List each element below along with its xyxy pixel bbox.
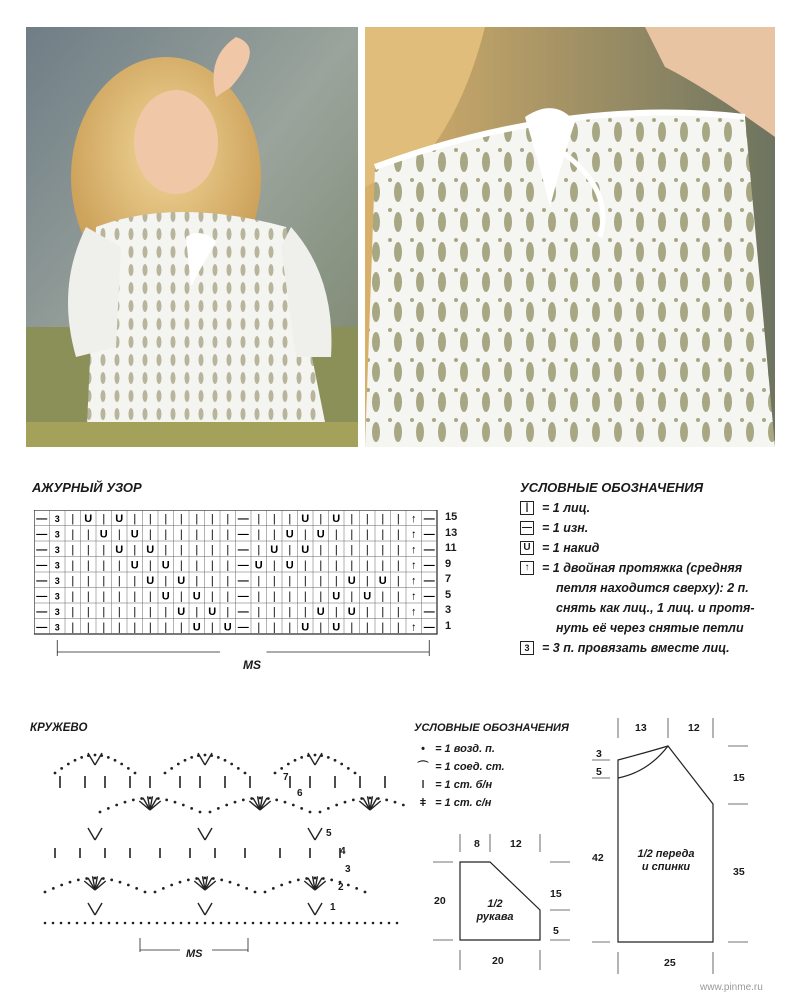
chart-cell: |: [334, 528, 338, 541]
chart-cell: |: [86, 543, 90, 556]
chart-cell: |: [210, 512, 214, 525]
chart-cell: |: [350, 621, 354, 634]
chart-cell: U: [254, 559, 263, 572]
chart-cell: —: [423, 621, 435, 634]
chart-cell: |: [350, 512, 354, 525]
chart-cell: 3: [54, 622, 60, 633]
chart-cell: |: [133, 512, 137, 525]
chart-cell: |: [102, 605, 106, 618]
chart-cell: |: [148, 559, 152, 572]
chart-row-number: 9: [445, 557, 452, 570]
chart-row-number: 13: [445, 526, 458, 539]
chart-cell: |: [86, 590, 90, 603]
chart-cell: |: [272, 559, 276, 572]
chart-cell: |: [226, 574, 230, 587]
pattern-repeat-label: MS: [243, 658, 261, 672]
photo-model: [26, 27, 358, 447]
chart-cell: |: [396, 528, 400, 541]
chart-cell: |: [71, 528, 75, 541]
chart-cell: |: [334, 605, 338, 618]
double-crochet-icon: ǂ: [419, 797, 427, 809]
chart-cell: U: [161, 559, 170, 572]
chart-cell: |: [381, 605, 385, 618]
chart-cell: |: [257, 512, 261, 525]
chart-cell: 3: [54, 544, 60, 555]
chart-cell: U: [84, 512, 93, 525]
chart-cell: —: [237, 574, 249, 587]
body-dim-right-top: 15: [733, 772, 745, 784]
chart-cell: |: [365, 528, 369, 541]
chart-cell: |: [226, 559, 230, 572]
chart-cell: |: [164, 543, 168, 556]
lace-row-number: 7: [283, 772, 289, 783]
chart-cell: |: [272, 528, 276, 541]
pattern-title: АЖУРНЫЙ УЗОР: [32, 480, 142, 495]
chart-cell: —: [237, 512, 249, 525]
chart-row-number: 3: [445, 604, 452, 616]
chart-cell: |: [365, 543, 369, 556]
chart-cell: —: [237, 543, 249, 556]
lace-row-number: 4: [340, 846, 346, 857]
body-dim-bottom: 25: [664, 957, 676, 969]
chart-cell: |: [365, 559, 369, 572]
knitting-chart: [34, 510, 474, 672]
chart-cell: |: [117, 590, 121, 603]
sleeve-dim-right-bottom: 5: [553, 925, 559, 937]
chart-cell: U: [130, 559, 139, 572]
chart-cell: |: [396, 590, 400, 603]
chart-cell: |: [195, 512, 199, 525]
chart-cell: ↑: [411, 621, 417, 634]
chart-cell: |: [226, 528, 230, 541]
chart-cell: |: [71, 543, 75, 556]
chart-cell: —: [423, 512, 435, 525]
chart-cell: |: [226, 590, 230, 603]
chart-cell: |: [350, 543, 354, 556]
chart-cell: |: [396, 512, 400, 525]
chart-cell: |: [133, 543, 137, 556]
chart-cell: U: [192, 621, 201, 634]
lace-legend: [414, 740, 505, 812]
knit-symbol-icon: |: [520, 501, 534, 515]
chart-cell: 3: [54, 529, 60, 540]
chart-cell: |: [102, 621, 106, 634]
chart-cell: U: [115, 543, 124, 556]
chart-cell: |: [102, 559, 106, 572]
chart-cell: ↑: [411, 528, 417, 541]
chart-cell: |: [396, 621, 400, 634]
chart-cell: |: [303, 574, 307, 587]
chart-cell: |: [179, 512, 183, 525]
chart-cell: |: [164, 574, 168, 587]
chart-cell: |: [350, 528, 354, 541]
body-schematic: [588, 712, 758, 982]
chart-cell: —: [36, 528, 48, 541]
chart-cell: U: [347, 605, 356, 618]
chart-cell: |: [350, 590, 354, 603]
sleeve-dim-bottom: 20: [492, 955, 504, 967]
chart-cell: U: [316, 605, 325, 618]
chart-cell: U: [177, 574, 186, 587]
chart-cell: |: [303, 528, 307, 541]
chart-cell: ↑: [411, 512, 417, 525]
chart-cell: |: [288, 543, 292, 556]
chart-cell: |: [365, 605, 369, 618]
legend-k3tog: 3 = 3 п. провязать вместе лиц.: [520, 638, 790, 658]
chart-cell: |: [133, 574, 137, 587]
chart-cell: U: [99, 528, 108, 541]
chart-cell: |: [334, 559, 338, 572]
chart-cell: |: [210, 621, 214, 634]
chart-cell: |: [164, 528, 168, 541]
chart-cell: |: [71, 605, 75, 618]
legend-dc: ǂ = 1 ст. с/н: [414, 794, 505, 812]
body-label: 1/2 переда и спинки: [637, 848, 695, 873]
arrow-up-icon: ↑: [520, 561, 534, 575]
chart-cell: U: [285, 528, 294, 541]
chart-row-number: 11: [445, 542, 457, 554]
chart-cell: |: [195, 528, 199, 541]
chart-cell: |: [272, 574, 276, 587]
chart-cell: |: [86, 559, 90, 572]
chart-cell: |: [71, 559, 75, 572]
chart-cell: |: [179, 559, 183, 572]
chart-cell: U: [115, 512, 124, 525]
chart-cell: |: [71, 621, 75, 634]
chart-cell: |: [210, 528, 214, 541]
chart-cell: |: [303, 559, 307, 572]
pattern-legend: | = 1 лиц. — = 1 изн. U = 1 накид ↑ = 1 двойная протяжка (средняя петля находится сверху): 2 п. снять как лиц., 1 лиц. и протя- нуть её через снятые петли 3 = 3 п. провязать вместе лиц.: [520, 498, 790, 658]
chart-cell: U: [285, 559, 294, 572]
chart-cell: |: [164, 512, 168, 525]
chart-cell: |: [86, 574, 90, 587]
chart-cell: |: [303, 590, 307, 603]
chart-cell: |: [86, 528, 90, 541]
legend-purl: — = 1 изн.: [522, 521, 589, 535]
single-crochet-icon: ǀ: [421, 779, 425, 791]
chart-cell: |: [365, 574, 369, 587]
chart-cell: U: [208, 605, 217, 618]
chart-cell: U: [347, 574, 356, 587]
chart-cell: U: [301, 621, 310, 634]
chart-cell: |: [257, 528, 261, 541]
slip-stitch-icon: ⌒: [417, 761, 429, 773]
chart-cell: |: [102, 590, 106, 603]
chart-cell: |: [117, 528, 121, 541]
chart-cell: |: [257, 543, 261, 556]
chart-cell: |: [148, 590, 152, 603]
yarnover-symbol-icon: U: [520, 541, 534, 555]
chart-cell: |: [288, 605, 292, 618]
chart-cell: —: [36, 574, 48, 587]
chart-cell: U: [301, 512, 310, 525]
chart-cell: |: [303, 605, 307, 618]
chart-cell: 3: [54, 575, 60, 586]
lace-legend-title: УСЛОВНЫЕ ОБОЗНАЧЕНИЯ: [414, 722, 569, 734]
chart-cell: —: [423, 590, 435, 603]
purl-symbol-icon: —: [522, 522, 532, 533]
chart-cell: U: [316, 528, 325, 541]
chart-cell: |: [86, 621, 90, 634]
chart-cell: U: [363, 590, 372, 603]
chart-cell: |: [288, 574, 292, 587]
chart-cell: —: [423, 559, 435, 572]
sleeve-label: 1/2 рукава: [476, 898, 514, 923]
chart-cell: 3: [54, 513, 60, 524]
chart-cell: —: [423, 528, 435, 541]
chart-cell: —: [237, 621, 249, 634]
chart-cell: |: [210, 543, 214, 556]
pattern-legend-title: УСЛОВНЫЕ ОБОЗНАЧЕНИЯ: [520, 480, 704, 495]
chart-cell: ↑: [411, 543, 417, 556]
chart-cell: —: [36, 559, 48, 572]
chart-cell: 3: [54, 591, 60, 602]
chart-cell: |: [102, 574, 106, 587]
chart-cell: |: [71, 512, 75, 525]
chart-cell: |: [148, 512, 152, 525]
chart-cell: ↑: [411, 574, 417, 587]
body-dim-neck-a: 3: [596, 748, 602, 760]
chart-cell: |: [272, 512, 276, 525]
chart-cell: |: [117, 574, 121, 587]
chart-cell: |: [319, 512, 323, 525]
chart-cell: —: [423, 543, 435, 556]
chart-cell: U: [378, 574, 387, 587]
chart-cell: |: [257, 605, 261, 618]
chart-cell: |: [257, 621, 261, 634]
sleeve-dim-top-right: 12: [510, 838, 522, 850]
legend-double-decrease: ↑ = 1 двойная протяжка (средняя: [520, 558, 790, 578]
chart-cell: |: [396, 605, 400, 618]
legend-knit: | = 1 лиц.: [520, 498, 790, 518]
lace-row-number: 1: [330, 902, 336, 913]
chart-cell: |: [226, 605, 230, 618]
legend-sc: ǀ = 1 ст. б/н: [414, 776, 505, 794]
chart-cell: —: [36, 543, 48, 556]
chart-cell: U: [223, 621, 232, 634]
chart-cell: |: [257, 590, 261, 603]
chart-cell: |: [117, 605, 121, 618]
chart-cell: U: [192, 590, 201, 603]
chart-cell: —: [237, 605, 249, 618]
chart-cell: |: [226, 543, 230, 556]
chart-cell: |: [319, 543, 323, 556]
chart-cell: |: [133, 621, 137, 634]
k3tog-symbol-icon: 3: [520, 641, 534, 655]
body-dim-top-left: 13: [635, 722, 647, 734]
chart-cell: —: [36, 512, 48, 525]
chart-cell: —: [423, 574, 435, 587]
chart-cell: |: [319, 621, 323, 634]
chart-cell: —: [36, 605, 48, 618]
chart-row-number: 7: [445, 573, 452, 585]
chart-cell: |: [288, 512, 292, 525]
chart-cell: |: [288, 590, 292, 603]
chart-row-number: 1: [445, 619, 452, 632]
lace-repeat-label: MS: [186, 948, 203, 960]
chart-cell: |: [350, 559, 354, 572]
lace-row-number: 2: [338, 882, 344, 893]
chart-cell: U: [161, 590, 170, 603]
chart-cell: |: [148, 621, 152, 634]
chart-cell: U: [332, 512, 341, 525]
chart-cell: |: [272, 590, 276, 603]
chart-cell: |: [164, 621, 168, 634]
chart-cell: U: [146, 574, 155, 587]
body-dim-right-bottom: 35: [733, 866, 745, 878]
chart-cell: |: [210, 559, 214, 572]
chart-cell: |: [334, 574, 338, 587]
chart-row-number: 15: [445, 511, 458, 523]
chain-icon: •: [421, 743, 425, 755]
chart-cell: ↑: [411, 605, 417, 618]
chart-cell: |: [117, 621, 121, 634]
chart-cell: |: [272, 621, 276, 634]
chart-cell: U: [301, 543, 310, 556]
chart-cell: |: [319, 590, 323, 603]
chart-cell: |: [381, 512, 385, 525]
lace-diagram: [40, 738, 410, 968]
chart-cell: |: [210, 590, 214, 603]
chart-cell: |: [102, 543, 106, 556]
sleeve-dim-top-left: 8: [474, 838, 480, 850]
chart-cell: |: [365, 512, 369, 525]
chart-cell: |: [396, 574, 400, 587]
chart-cell: |: [365, 621, 369, 634]
chart-cell: |: [148, 528, 152, 541]
sleeve-dim-right-top: 15: [550, 888, 562, 900]
chart-cell: |: [179, 621, 183, 634]
chart-cell: |: [210, 574, 214, 587]
sleeve-dim-left: 20: [434, 895, 446, 907]
chart-cell: |: [148, 605, 152, 618]
chart-cell: |: [133, 605, 137, 618]
chart-cell: |: [164, 605, 168, 618]
chart-cell: |: [288, 621, 292, 634]
chart-cell: |: [381, 590, 385, 603]
chart-cell: |: [396, 559, 400, 572]
chart-cell: 3: [54, 560, 60, 571]
lace-row-number: 3: [345, 864, 351, 875]
chart-cell: ↑: [411, 590, 417, 603]
chart-cell: U: [332, 590, 341, 603]
chart-cell: |: [319, 559, 323, 572]
chart-cell: |: [381, 543, 385, 556]
chart-cell: U: [177, 605, 186, 618]
body-dim-neck-b: 5: [596, 766, 602, 778]
chart-cell: |: [334, 543, 338, 556]
chart-cell: |: [133, 590, 137, 603]
lace-row-number: 6: [297, 788, 303, 799]
chart-row-number: 5: [445, 588, 452, 601]
chart-cell: U: [270, 543, 279, 556]
chart-cell: |: [381, 559, 385, 572]
chart-cell: |: [319, 574, 323, 587]
chart-cell: |: [86, 605, 90, 618]
lace-title: КРУЖЕВО: [30, 722, 88, 734]
legend-slip: ⌒ = 1 соед. ст.: [414, 758, 505, 776]
chart-cell: |: [117, 559, 121, 572]
chart-cell: |: [257, 574, 261, 587]
legend-chain: • = 1 возд. п.: [414, 740, 505, 758]
chart-cell: |: [381, 621, 385, 634]
photo-closeup: [365, 27, 775, 447]
chart-cell: |: [226, 512, 230, 525]
chart-cell: |: [195, 559, 199, 572]
legend-yarnover: U = 1 накид: [520, 538, 790, 558]
chart-cell: 3: [54, 606, 60, 617]
chart-cell: |: [396, 543, 400, 556]
chart-cell: ↑: [411, 559, 417, 572]
chart-cell: U: [332, 621, 341, 634]
chart-cell: |: [195, 543, 199, 556]
chart-cell: |: [102, 512, 106, 525]
body-dim-top-right: 12: [688, 722, 700, 734]
chart-cell: |: [71, 574, 75, 587]
chart-cell: —: [237, 559, 249, 572]
chart-cell: |: [179, 528, 183, 541]
chart-cell: |: [179, 543, 183, 556]
chart-cell: |: [381, 528, 385, 541]
chart-cell: |: [272, 605, 276, 618]
watermark: www.pinme.ru: [700, 982, 763, 993]
chart-cell: |: [195, 605, 199, 618]
chart-cell: U: [130, 528, 139, 541]
chart-cell: |: [195, 574, 199, 587]
chart-cell: |: [71, 590, 75, 603]
chart-cell: —: [36, 590, 48, 603]
lace-row-number: 5: [326, 828, 332, 839]
body-dim-left: 42: [592, 852, 604, 864]
chart-cell: —: [36, 621, 48, 634]
chart-cell: |: [179, 590, 183, 603]
chart-cell: —: [423, 605, 435, 618]
chart-cell: —: [237, 590, 249, 603]
chart-cell: —: [237, 528, 249, 541]
chart-cell: U: [146, 543, 155, 556]
